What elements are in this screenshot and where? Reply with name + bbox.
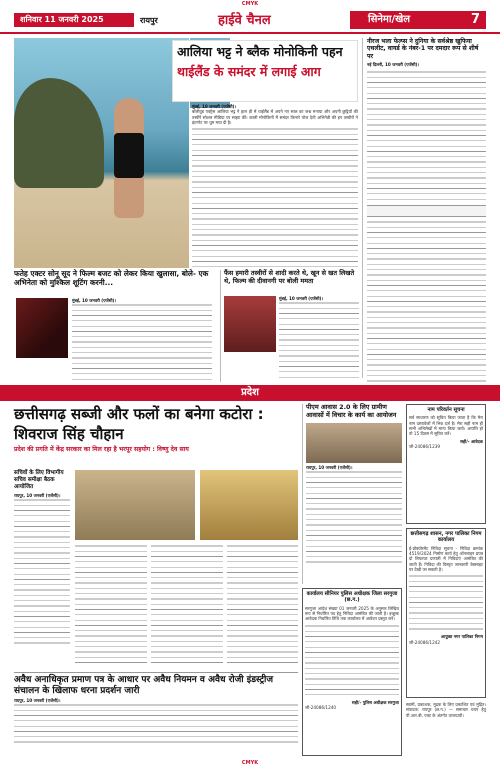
pradesh-band [0, 385, 500, 401]
notice1-title: कार्यालय सीनियर पुलिस अधीक्षक जिला सरगुजा (छ.ग.) [306, 591, 398, 604]
mamta-body [279, 296, 359, 382]
pradesh-side-heading: सचिवों के लिए विभागीय सचिव समीक्षा बैठक आयोजित [14, 470, 64, 490]
notice2-body: सर्व साधारण को सूचित किया जाता है कि मेरा नाम दस्तावेजों में भिन्न दर्ज है। मेरा सही नाम ही सभी अभिलेखों में मान्य किया जावे। आपत्ति हो तो 15 दिवस में सूचित करें। [409, 415, 483, 437]
protest-byline: रायपुर, 10 जनवरी (एजेंसी)। [14, 698, 61, 704]
pradesh-label: प्रदेश [241, 387, 259, 398]
article-sonu [14, 270, 214, 382]
rock-shape [14, 78, 104, 188]
sonu-body-lines [72, 303, 212, 381]
lead-intro: बॉलीवुड एक्ट्रेस आलिया भट्ट ने हाल ही में थाईलैंड में अपने नए साल का जश्न मनाया और अपनी छुट्टियों की तस्वीरें सोशल मीडिया पर साझा कीं। काली मोनोकिनी में समंदर किनारे पोज देती अभिनेत्री की इन तस्वीरों ने इंटरनेट पर धूम मचा दी है। [192, 109, 358, 125]
pradesh-photo-2 [200, 470, 298, 540]
article-mamta [220, 270, 360, 382]
imprint [406, 702, 486, 756]
lead-byline: मुंबई, 10 जनवरी (एजेंसी)। [192, 104, 237, 109]
notice-name-change [406, 404, 486, 524]
mamta-photo [224, 296, 276, 352]
pradesh-col-1 [75, 544, 147, 664]
cmyk-bottom [0, 758, 500, 768]
pradesh-side [14, 470, 70, 670]
article-awas [302, 404, 402, 584]
issue-city: रायपुर [140, 16, 158, 25]
imprint-text: स्वामी, प्रकाशक, मुद्रक के लिए प्रकाशित एवं मुद्रित। संपादक: रायपुर (छ.ग.) — समाचार चयन हेतु पी.आर.बी. एक्ट के अंतर्गत उत्तरदायी। [406, 702, 486, 718]
page-number: 7 [470, 12, 480, 27]
notice2-stamp: सही/- आवेदक [460, 438, 483, 444]
sports-byline: नई दिल्ली, 10 जनवरी (एजेंसी)। [367, 62, 420, 68]
notice1-body: सरगुजा आदेश संख्या 01 जनवरी 2025 के अनुसार लिखित रूप से निर्धारित पद हेतु निविदा आमंत्रित की जाती है। इच्छुक आवेदक निर्धारित तिथि तक कार्यालय में आवेदन प्रस्तुत करें। [305, 605, 399, 622]
protest-headline: अवैध अनाधिकृत प्रमाण पत्र के आधार पर अवैध नियमन व अवैध रोजी इंडस्ट्रीज संचालन के खिलाफ धरना प्रदर्शन जारी [14, 675, 274, 696]
masthead-date-box [14, 13, 134, 27]
awas-headline: पीएम आवास 2.0 के लिए ग्रामीण आवासों में विचार के कार्य का आयोजन [306, 403, 397, 419]
notice1-ref: जी-24086/1240 [305, 705, 337, 710]
lead-headline-box [172, 40, 358, 102]
notice1-lines [305, 624, 399, 700]
page-title: सिनेमा/खेल [368, 14, 411, 25]
notice-police [302, 588, 402, 756]
notice3-ref: जी-24086/1242 [409, 639, 441, 645]
sports-body-lines-2 [367, 220, 486, 384]
awas-photo [306, 423, 402, 463]
sonu-photo [16, 298, 68, 358]
pradesh-subhead: प्रदेश की प्रगति में केंद्र सरकार का मिल रहा है भरपूर सहयोग : विष्णु देव साय [14, 446, 189, 453]
cmyk-label: CMYK [241, 1, 259, 7]
sports-headline: नीरज भला फेल्प्स ने दुनिया के सर्वश्रेष्ठ खुफिया एथलीट, वायर्ड के नंबर-1 पर दमदार रूप से शीर्ष पर [367, 38, 479, 60]
cmyk-top [0, 0, 500, 8]
sports-subhead [367, 205, 486, 217]
lead-body [192, 104, 358, 268]
pradesh-photo [75, 470, 195, 540]
notice3-body: ई-प्रोक्योरमेंट निविदा सूचना - निविदा क्रमांक 4519/2024 निर्माण कार्य हेतु ऑनलाइन प्रपत्र दो लिफाफा प्रणाली में निविदाएं आमंत्रित की जाती हैं। निविदा की विस्तृत जानकारी वेबसाइट पर देखी जा सकती है। [409, 545, 483, 572]
pradesh-col-3 [227, 544, 298, 664]
page-title-box [350, 11, 486, 29]
notice1-stamp: सही/- पुलिस अधीक्षक सरगुजा [351, 699, 399, 705]
lead-body-lines [192, 127, 358, 267]
awas-body-lines [306, 470, 402, 566]
lead-headline-line2: थाईलैंड के समंदर में लगाई आग [177, 64, 321, 79]
notice3-title: छत्तीसगढ़ शासन, नगर पालिका निगम कार्यालय [410, 531, 482, 544]
masthead [0, 8, 500, 34]
mamta-headline: फैंस हमारी तस्वीरों से शादी करते थे, खून से खत लिखते थे, फिल्म की दीवानगी पर बोली ममता [224, 269, 355, 285]
sports-column [362, 38, 486, 378]
sonu-byline: मुंबई, 10 जनवरी (एजेंसी)। [72, 298, 117, 303]
pradesh-side-lines [14, 498, 70, 648]
notice3-stamp: आयुक्त नगर पालिका निगम [440, 634, 483, 640]
notice2-ref: जी-24086/1239 [409, 443, 441, 449]
notice3-lines [409, 574, 483, 634]
cmyk-label-bottom: CMYK [241, 760, 259, 766]
issue-date: शनिवार 11 जनवरी 2025 [20, 15, 104, 24]
mamta-body-lines [279, 301, 359, 381]
awas-byline: रायपुर, 10 जनवरी (एजेंसी)। [306, 464, 353, 470]
model-swimsuit [114, 133, 144, 178]
sonu-body [72, 298, 212, 382]
article-protest [14, 672, 298, 756]
pradesh-byline: रायपुर, 10 जनवरी (एजेंसी)। [14, 493, 61, 498]
pradesh-headline-text: छत्तीसगढ़ सब्जी और फलों का बनेगा कटोरा : शिवराज सिंह चौहान [14, 405, 264, 443]
sports-body-lines [367, 70, 486, 202]
protest-body-lines [14, 703, 298, 743]
pradesh-headline [14, 404, 298, 468]
notice-tender [406, 528, 486, 698]
mamta-byline: मुंबई, 10 जनवरी (एजेंसी)। [279, 296, 324, 301]
pradesh-col-2 [151, 544, 223, 664]
sonu-headline: फतेह एक्टर सोनू सूद ने फिल्म बजट को लेकर किया खुलासा, बोले- एक अभिनेता को मुश्किल शूटिंग करनी... [14, 269, 209, 287]
notice2-title: नाम परिवर्तन सूचना [427, 407, 465, 413]
paper-name: हाईवे चैनल [218, 13, 271, 28]
lead-photo [14, 38, 189, 268]
lead-headline-line1: आलिया भट्ट ने ब्लैक मोनोकिनी पहन [177, 44, 343, 59]
